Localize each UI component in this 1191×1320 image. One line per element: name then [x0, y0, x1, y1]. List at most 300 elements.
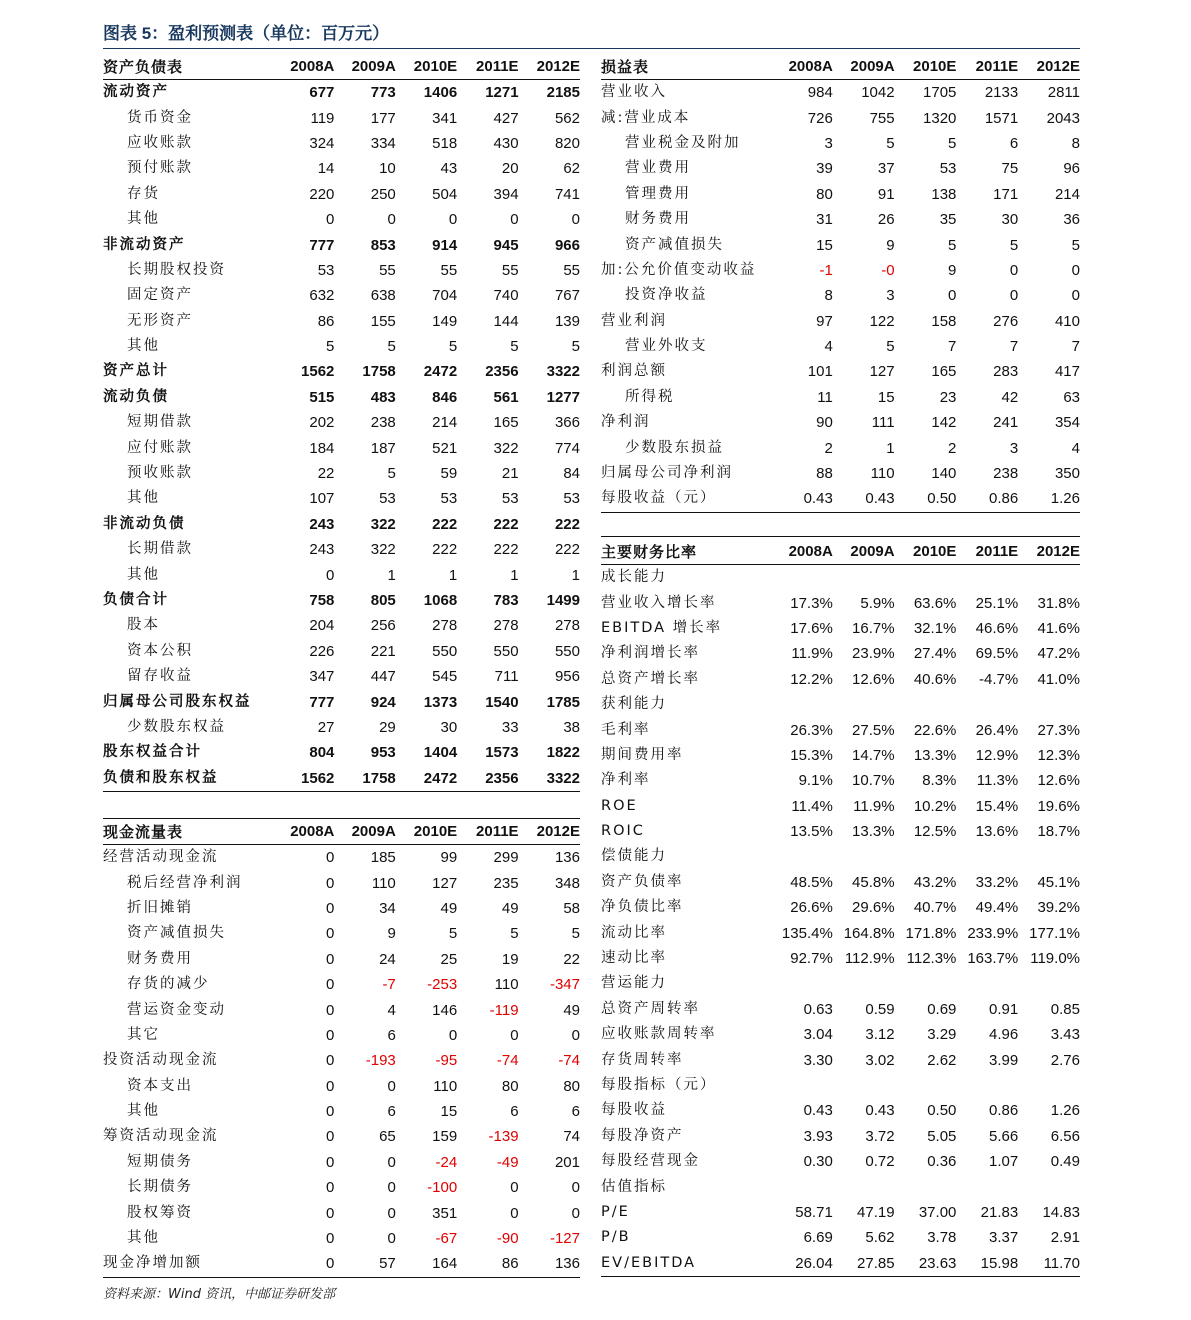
cell-value	[833, 1073, 895, 1098]
cell-value: 1.26	[1018, 486, 1080, 512]
table-row	[103, 947, 580, 972]
cell-value: 1068	[423, 592, 458, 609]
cell-value: 27.5%	[852, 721, 895, 739]
cell-value: 21	[501, 465, 519, 483]
cell-value: 220	[309, 185, 335, 203]
table-title: 主要财务比率	[601, 540, 771, 565]
cell-value: 0.72	[865, 1153, 895, 1171]
row-label: 少数股东损益	[625, 439, 724, 456]
cell-value: 80	[563, 1077, 580, 1095]
row-label: 总资产增长率	[601, 670, 700, 687]
row-label: 存货	[127, 185, 160, 202]
cell-value: 53	[317, 261, 335, 279]
cell-value: 758	[309, 592, 335, 609]
cell-value: 86	[457, 1251, 518, 1277]
table-row	[103, 1200, 580, 1225]
cell-value: 354	[1054, 414, 1080, 432]
table-row	[103, 207, 580, 232]
row-label: 营业外收支	[625, 338, 708, 355]
cell-value: 0	[326, 1103, 335, 1121]
column-header: 2012E	[1018, 55, 1080, 80]
cell-value: 140	[931, 465, 957, 483]
table-row	[103, 921, 580, 946]
cell-value: 0	[387, 1179, 396, 1197]
cell-value: 57	[334, 1251, 395, 1277]
cell-value: 241	[993, 414, 1019, 432]
table-row	[601, 207, 1080, 232]
cell-value: 6	[387, 1103, 396, 1121]
cell-value: 0	[387, 1204, 396, 1222]
cell-value: 0	[326, 1128, 335, 1146]
cell-value: 88	[816, 465, 833, 483]
cell-value: 136	[519, 1251, 580, 1277]
cell-value: 15	[440, 1103, 458, 1121]
cell-value: 119	[310, 109, 335, 127]
row-label: 筹资活动现金流	[103, 1128, 219, 1145]
cell-value: 12.3%	[1037, 746, 1080, 764]
row-label: 无形资产	[127, 312, 193, 329]
cell-value: 43	[440, 160, 458, 178]
cell-value: 351	[432, 1204, 458, 1222]
cell-value	[956, 844, 1018, 869]
table-row	[601, 920, 1080, 945]
row-label: ROIC	[601, 823, 645, 840]
cell-value: 9.1%	[798, 772, 833, 790]
cell-value: 222	[493, 515, 519, 533]
row-label: 净利润增长率	[601, 645, 700, 662]
table-row	[103, 283, 580, 308]
table-row	[601, 590, 1080, 615]
source-note: 资料来源：Wind 资讯，中邮证券研发部	[103, 1287, 336, 1302]
cell-value: 0	[326, 1052, 335, 1070]
row-label: 管理费用	[625, 185, 691, 202]
cell-value: 110	[494, 976, 519, 994]
table-row	[601, 359, 1080, 384]
table-row	[601, 768, 1080, 793]
cell-value: 55	[501, 261, 519, 279]
cell-value: 111	[871, 414, 895, 432]
cell-value: 58.71	[795, 1203, 833, 1221]
cell-value: 139	[554, 312, 580, 330]
cell-value: 5	[326, 338, 335, 356]
cell-value: 55	[440, 261, 458, 279]
cell-value: 47.2%	[1037, 645, 1080, 663]
row-label: 净负债比率	[601, 899, 684, 916]
cell-value	[771, 844, 833, 869]
cell-value: 4.96	[988, 1026, 1019, 1044]
cell-value: 632	[309, 287, 335, 305]
cell-value: 846	[432, 388, 458, 406]
row-label: 资产负债率	[601, 873, 684, 890]
table-row	[103, 613, 580, 638]
table-row	[103, 562, 580, 587]
row-label: 总资产周转率	[601, 1000, 700, 1017]
table-row	[601, 819, 1080, 844]
row-label: 长期股权投资	[127, 261, 226, 278]
cell-value: 63.6%	[913, 594, 957, 612]
cell-value: 222	[554, 541, 580, 559]
cell-value	[1018, 844, 1080, 869]
cell-value: 5	[886, 338, 895, 356]
row-label: 应收账款周转率	[601, 1026, 717, 1043]
cell-value: 23	[939, 388, 957, 406]
cell-value: 704	[432, 287, 458, 305]
cell-value: 69.5%	[975, 645, 1019, 663]
cell-value: 20	[501, 160, 519, 178]
row-label: 折旧摊销	[127, 899, 193, 916]
cell-value: 0.49	[1050, 1153, 1080, 1171]
cell-value: 204	[309, 617, 335, 635]
cell-value: 0	[326, 1077, 335, 1095]
table-row	[103, 972, 580, 997]
cell-value: 5	[448, 338, 458, 356]
cell-value	[771, 1174, 833, 1199]
cell-value: -347	[549, 976, 580, 994]
table-row	[601, 334, 1080, 359]
cell-value: 2	[824, 439, 833, 457]
cell-value: 164	[396, 1251, 457, 1277]
cell-value: 0	[1009, 261, 1019, 279]
row-label: 长期债务	[127, 1179, 193, 1196]
row-label: 加:公允价值变动收益	[601, 261, 757, 278]
cell-value: 12.5%	[913, 823, 957, 841]
cell-value: 3322	[519, 766, 580, 792]
table-row	[601, 1047, 1080, 1072]
cell-value: 741	[554, 185, 580, 203]
cell-value: 171	[993, 185, 1019, 203]
cell-value: 945	[493, 236, 519, 254]
row-label: 现金净增加额	[103, 1251, 273, 1277]
cell-value: 4	[387, 1001, 396, 1019]
cell-value: 3.29	[927, 1026, 957, 1044]
cell-value: 135.4%	[781, 924, 833, 942]
cell-value: 953	[370, 744, 396, 762]
cell-value: 0	[510, 1026, 519, 1044]
cell-value: 214	[432, 414, 458, 432]
cell-value: 0	[571, 1026, 580, 1044]
row-label: 偿债能力	[601, 848, 667, 865]
row-label: 固定资产	[127, 287, 193, 304]
row-label: 营业利润	[601, 312, 667, 329]
row-label: 每股收益（元）	[601, 486, 771, 512]
cell-value: 53	[563, 490, 580, 508]
cell-value: 12.9%	[975, 746, 1019, 764]
cell-value: 278	[493, 617, 519, 635]
row-label: 毛利率	[601, 721, 651, 738]
cell-value: 1042	[861, 84, 895, 102]
cell-value: 5	[948, 236, 957, 254]
cell-value: 5	[448, 925, 458, 943]
cell-value: 1406	[423, 84, 458, 102]
cell-value: 30	[1001, 211, 1019, 229]
row-label: 其他	[127, 1230, 160, 1247]
row-label: 财务费用	[127, 950, 193, 967]
cell-value: 0.43	[865, 1102, 895, 1120]
table-row	[103, 80, 580, 106]
cell-value: 6.69	[803, 1229, 833, 1247]
cell-value: 8	[1071, 134, 1080, 152]
row-label: ROE	[601, 797, 638, 814]
cell-value: 127	[432, 874, 458, 892]
table-row	[103, 845, 580, 871]
balance-sheet-panel	[103, 55, 580, 792]
column-header: 2011E	[457, 55, 518, 80]
cell-value: 350	[1054, 465, 1080, 483]
row-label: P/E	[601, 1203, 630, 1220]
cell-value: 19.6%	[1037, 797, 1080, 815]
cell-value: 0.43	[771, 486, 833, 512]
row-label: 估值指标	[601, 1178, 667, 1195]
table-header-row	[601, 55, 1080, 80]
cell-value: 6	[510, 1103, 519, 1121]
cell-value: 677	[309, 84, 335, 102]
cell-value: 3	[1009, 439, 1019, 457]
cell-value: 222	[554, 515, 580, 533]
row-label: 流动比率	[601, 924, 667, 941]
cell-value: 41.0%	[1037, 670, 1080, 688]
cell-value: 10.2%	[913, 797, 957, 815]
cell-value: 27.85	[833, 1251, 895, 1277]
cell-value: 53	[440, 490, 458, 508]
cell-value: 1.26	[1050, 1102, 1080, 1120]
cell-value: 755	[869, 109, 895, 127]
column-header: 2011E	[956, 55, 1018, 80]
cell-value: 966	[554, 236, 580, 254]
cell-value: 13.3%	[852, 823, 895, 841]
table-row	[103, 588, 580, 613]
cell-value: 777	[309, 236, 335, 254]
cell-value: 13.5%	[790, 823, 833, 841]
cell-value: 550	[432, 642, 458, 660]
cell-value: 19	[501, 950, 519, 968]
cell-value: 26.6%	[790, 899, 833, 917]
row-label: 其他	[127, 490, 160, 507]
table-row	[103, 131, 580, 156]
cell-value: 22	[563, 950, 580, 968]
column-header: 2011E	[457, 820, 518, 845]
cell-value: 233.9%	[967, 924, 1019, 942]
cell-value: 40.6%	[913, 670, 957, 688]
cell-value	[771, 971, 833, 996]
table-row	[103, 1099, 580, 1124]
cell-value: 0.50	[895, 486, 957, 512]
cell-value: 17.3%	[790, 594, 833, 612]
cell-value: 15	[877, 388, 895, 406]
cell-value: 5.62	[865, 1229, 895, 1247]
cell-value: 0	[326, 1026, 335, 1044]
table-row	[601, 105, 1080, 130]
table-row	[601, 794, 1080, 819]
cell-value: 2185	[546, 84, 580, 102]
cell-value: 5	[571, 925, 580, 943]
table-row	[601, 692, 1080, 717]
cell-value: 75	[1001, 160, 1019, 178]
column-header: 2011E	[956, 540, 1018, 565]
cell-value: 0	[948, 287, 957, 305]
cell-value: 3	[824, 134, 833, 152]
cell-value: 2043	[1046, 109, 1080, 127]
cell-value: 53	[501, 490, 519, 508]
cell-value: 3.04	[803, 1026, 833, 1044]
cell-value: -193	[365, 1052, 396, 1070]
table-row	[601, 385, 1080, 410]
table-row	[103, 232, 580, 257]
cell-value	[1018, 692, 1080, 717]
cell-value: 278	[432, 617, 458, 635]
cell-value: 777	[309, 693, 335, 711]
table-row	[601, 1225, 1080, 1250]
cell-value: 31	[816, 211, 833, 229]
cell-value: 2356	[485, 363, 519, 381]
cell-value: 1573	[485, 744, 519, 762]
cell-value: 165	[931, 363, 957, 381]
cell-value: 322	[493, 439, 519, 457]
cell-value: 276	[993, 312, 1019, 330]
cell-value	[895, 971, 957, 996]
cell-value: 92.7%	[790, 950, 833, 968]
cell-value	[956, 565, 1018, 591]
cell-value: 348	[554, 874, 580, 892]
cell-value: 99	[440, 849, 458, 867]
cell-value: 39.2%	[1037, 899, 1080, 917]
table-row	[103, 537, 580, 562]
cell-value: 0	[510, 211, 519, 229]
cell-value: 12.6%	[1037, 772, 1080, 790]
cell-value: 0.69	[927, 1000, 957, 1018]
cell-value: 2	[948, 439, 957, 457]
cell-value: 0.43	[833, 486, 895, 512]
cell-value: 5	[1009, 236, 1019, 254]
row-label: 存货的减少	[127, 976, 210, 993]
cell-value: 0	[448, 1026, 458, 1044]
cell-value: 515	[309, 388, 335, 406]
cell-value: -49	[496, 1153, 519, 1171]
cell-value: 65	[379, 1128, 396, 1146]
row-label: 非流动资产	[103, 236, 186, 253]
column-header: 2010E	[895, 540, 957, 565]
cell-value: 30	[440, 718, 458, 736]
column-header: 2008A	[273, 820, 334, 845]
cell-value: 107	[309, 490, 335, 508]
cell-value	[833, 971, 895, 996]
row-label: 存货周转率	[601, 1051, 684, 1068]
cell-value: 14.83	[1042, 1203, 1080, 1221]
table-row	[103, 766, 580, 792]
cell-value: 110	[371, 874, 396, 892]
cell-value	[956, 971, 1018, 996]
cell-value: 322	[370, 541, 396, 559]
table-row	[103, 105, 580, 130]
cell-value: 5	[510, 925, 519, 943]
cell-value: 5	[387, 465, 396, 483]
cell-value: 15	[816, 236, 833, 254]
cell-value: 5	[571, 338, 580, 356]
row-label: 其他	[127, 338, 160, 355]
table-row	[601, 971, 1080, 996]
cell-value: 0	[387, 1153, 396, 1171]
row-label: 营业收入	[601, 84, 667, 101]
cell-value: 11.9%	[853, 797, 895, 815]
table-row	[601, 997, 1080, 1022]
table-row	[103, 997, 580, 1022]
table-row	[601, 1124, 1080, 1149]
cell-value	[1018, 1073, 1080, 1098]
row-label: 负债和股东权益	[103, 766, 273, 792]
cell-value: -253	[427, 976, 458, 994]
cell-value: 1.07	[988, 1153, 1019, 1171]
row-label: 税后经营净利润	[127, 874, 243, 891]
cell-value: 1822	[546, 744, 580, 762]
cell-value: 15.4%	[975, 797, 1019, 815]
cell-value: 1	[387, 566, 396, 584]
cell-value: 5	[1071, 236, 1080, 254]
cell-value: 0	[326, 1001, 335, 1019]
table-row	[601, 667, 1080, 692]
cell-value: 322	[370, 515, 396, 533]
column-header: 2008A	[273, 55, 334, 80]
table-title: 资产负债表	[103, 55, 273, 80]
row-label: 营业税金及附加	[625, 134, 741, 151]
cell-value: 3.99	[988, 1051, 1019, 1069]
table-row	[601, 844, 1080, 869]
row-label: 速动比率	[601, 950, 667, 967]
cell-value: 221	[370, 642, 396, 660]
cell-value: 0	[273, 1251, 334, 1277]
cell-value: 0	[571, 1204, 580, 1222]
row-label: 应收账款	[127, 134, 193, 151]
table-row	[103, 309, 580, 334]
row-label: 净利润	[601, 414, 651, 431]
row-label: 营业费用	[625, 160, 691, 177]
cell-value: 5.9%	[860, 594, 895, 612]
cell-value: 0	[1071, 261, 1080, 279]
cell-value: 1571	[984, 109, 1019, 127]
cell-value: 62	[563, 160, 580, 178]
row-label: 流动资产	[103, 84, 169, 101]
cell-value: 278	[554, 617, 580, 635]
table-row	[103, 410, 580, 435]
row-label: 财务费用	[625, 211, 691, 228]
column-header: 2008A	[771, 55, 833, 80]
row-label: 每股净资产	[601, 1127, 684, 1144]
row-label: 非流动负债	[103, 515, 186, 532]
cell-value: 48.5%	[790, 873, 833, 891]
row-label: 投资活动现金流	[103, 1052, 219, 1069]
cell-value: 5	[886, 134, 895, 152]
cell-value: 4	[1071, 439, 1080, 457]
cell-value: 430	[493, 134, 519, 152]
cell-value: 40.7%	[913, 899, 957, 917]
cell-value: 55	[563, 261, 580, 279]
cell-value: 13.3%	[913, 746, 957, 764]
cell-value: 185	[370, 849, 396, 867]
cell-value: 23.9%	[852, 645, 895, 663]
figure-title: 图表 5：盈利预测表（单位：百万元）	[103, 24, 1080, 49]
table-row	[103, 1074, 580, 1099]
cell-value	[833, 844, 895, 869]
cell-value: 144	[493, 312, 519, 330]
cell-value: -24	[435, 1153, 458, 1171]
row-label: 投资净收益	[625, 287, 708, 304]
row-label: EV/EBITDA	[601, 1251, 771, 1277]
row-label: 流动负债	[103, 388, 169, 405]
cell-value: 177.1%	[1029, 924, 1080, 942]
table-row	[601, 1098, 1080, 1123]
table-row	[103, 1251, 580, 1277]
cell-value: 33	[501, 718, 519, 736]
row-label: 股本	[127, 617, 160, 634]
cell-value	[956, 1073, 1018, 1098]
